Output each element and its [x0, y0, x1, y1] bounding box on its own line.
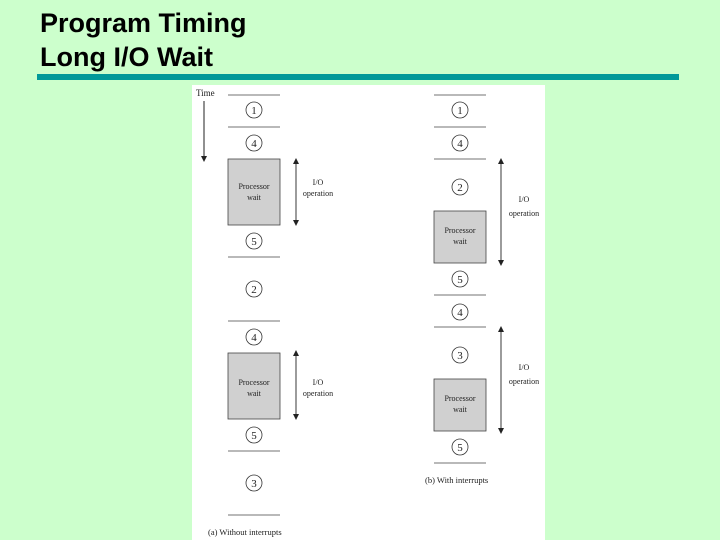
segment-5: [452, 271, 468, 287]
segment-1: [452, 102, 468, 118]
svg-text:4: 4: [457, 307, 463, 319]
svg-text:4: 4: [251, 138, 257, 150]
timing-diagram: [192, 85, 545, 540]
io-operation-label: I/O: [518, 363, 530, 372]
svg-text:2: 2: [251, 284, 257, 296]
svg-text:5: 5: [251, 236, 257, 248]
title-underline: [37, 74, 679, 80]
processor-wait-label: Processor: [444, 394, 476, 403]
program-timing-figure: [192, 85, 545, 540]
processor-wait-label: Processor: [238, 378, 270, 387]
svg-text:1: 1: [457, 105, 463, 117]
processor-wait-label: wait: [247, 389, 261, 398]
segment-4: [452, 135, 468, 151]
processor-wait-label: wait: [453, 405, 467, 414]
svg-text:5: 5: [457, 442, 463, 454]
svg-text:2: 2: [457, 182, 463, 194]
io-operation-label: I/O: [312, 378, 324, 387]
title-line-2: Long I/O Wait: [40, 42, 213, 72]
time-label: Time: [196, 88, 215, 98]
io-operation-label: I/O: [312, 178, 324, 187]
title-line-1: Program Timing: [40, 8, 247, 38]
io-operation-span: [296, 161, 333, 223]
io-operation-label: operation: [508, 377, 540, 386]
io-operation-span: [296, 353, 333, 417]
segment-5: [246, 233, 262, 249]
segment-4: [246, 329, 262, 345]
segment-3: [452, 347, 468, 363]
processor-wait-label: Processor: [238, 182, 270, 191]
io-operation-span: [501, 329, 539, 431]
io-operation-label: I/O: [518, 195, 530, 204]
processor-wait-block: [228, 159, 280, 225]
svg-text:4: 4: [251, 332, 257, 344]
caption-without-interrupts: (a) Without interrupts: [208, 527, 282, 537]
segment-5: [452, 439, 468, 455]
column-with-interrupts: [434, 95, 486, 463]
column-without-interrupts: [228, 95, 280, 515]
processor-wait-label: Processor: [444, 226, 476, 235]
svg-text:3: 3: [251, 478, 257, 490]
segment-2: [246, 281, 262, 297]
processor-wait-label: wait: [247, 193, 261, 202]
svg-text:1: 1: [251, 105, 257, 117]
slide-title: [40, 6, 247, 74]
segment-4: [246, 135, 262, 151]
segment-2: [452, 179, 468, 195]
segment-1: [246, 102, 262, 118]
svg-text:3: 3: [457, 350, 463, 362]
segment-4: [452, 304, 468, 320]
io-operation-label: operation: [302, 189, 334, 198]
io-operation-span: [501, 161, 539, 263]
svg-text:4: 4: [457, 138, 463, 150]
svg-text:5: 5: [251, 430, 257, 442]
processor-wait-label: wait: [453, 237, 467, 246]
io-operation-label: operation: [302, 389, 334, 398]
segment-3: [246, 475, 262, 491]
io-operation-label: operation: [508, 209, 540, 218]
segment-5: [246, 427, 262, 443]
svg-text:5: 5: [457, 274, 463, 286]
caption-with-interrupts: (b) With interrupts: [425, 475, 489, 485]
